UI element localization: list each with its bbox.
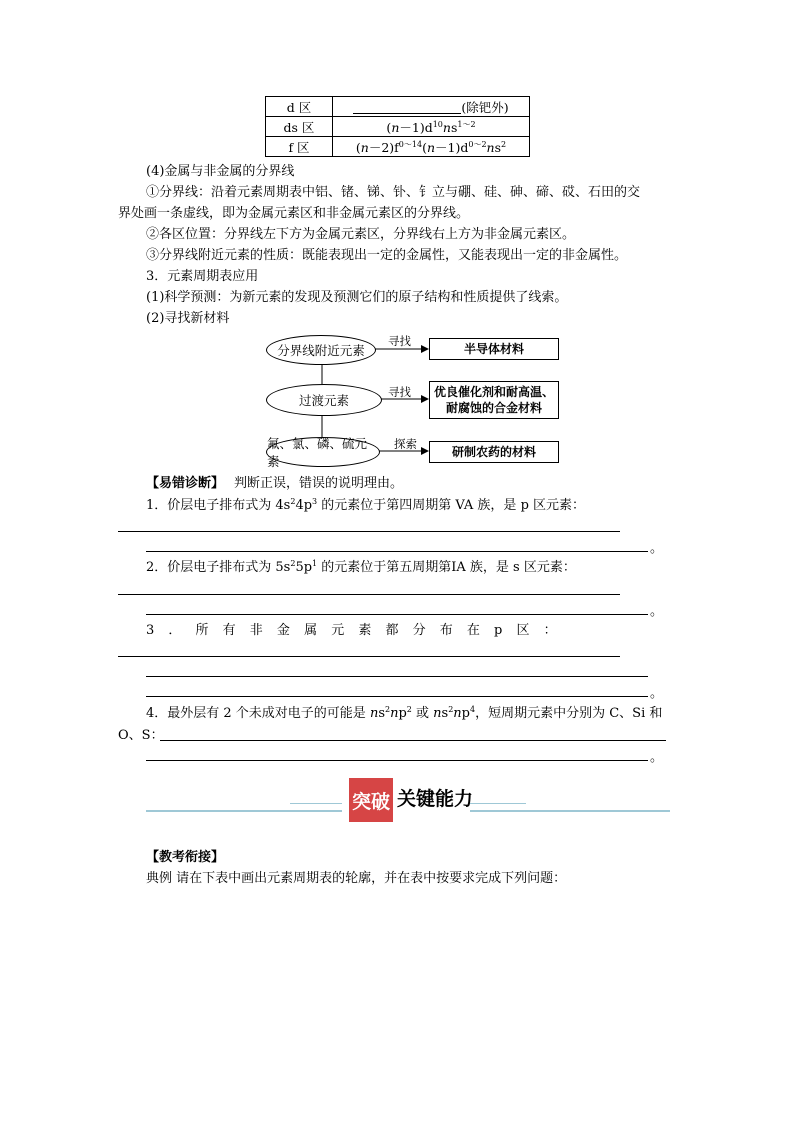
box-pesticide: 研制农药的材料: [429, 441, 559, 463]
answer-line[interactable]: [118, 594, 620, 595]
period-mark: 。: [650, 750, 664, 765]
paragraph: ②各区位置：分界线左下方为金属元素区，分界线右上方为非金属元素区。: [146, 227, 576, 242]
region-label: ds 区: [266, 117, 333, 137]
answer-line[interactable]: [146, 551, 648, 552]
arrow-label: 探索: [394, 437, 417, 451]
example-prompt: 典例 请在下表中画出元素周期表的轮廓，并在表中按要求完成下列问题：: [146, 871, 567, 886]
banner-rule-right-thin: [470, 803, 526, 804]
answer-line[interactable]: [146, 676, 648, 677]
answer-line[interactable]: [118, 531, 620, 532]
answer-line[interactable]: [146, 614, 648, 615]
region-config: $(n-1)d^{10}ns^{1\sim 2}$: [333, 117, 530, 137]
paragraph: ③分界线附近元素的性质：既能表现出一定的金属性，又能表现出一定的非金属性。: [146, 248, 628, 263]
question-2: 2．价层电子排布式为 $5s^25p^1$ 的元素位于第五周期第ⅠA 族，是 s 区元素：: [146, 559, 576, 575]
region-config: $(n-2)f^{0\sim 14}(n-1)d^{0\sim 2}ns^2$: [333, 137, 530, 157]
diagnosis-heading: 【易错诊断】 判断正误，错误的说明理由。: [146, 476, 404, 491]
box-semiconductor: 半导体材料: [429, 338, 559, 360]
answer-line[interactable]: [160, 740, 666, 741]
arrow-label: 寻找: [388, 334, 411, 348]
period-mark: 。: [650, 541, 664, 556]
region-label: f 区: [266, 137, 333, 157]
answer-line[interactable]: [146, 696, 648, 697]
oval-nonmetal-elements: 氟、氯、磷、硫元素: [266, 437, 380, 467]
question-4-cont: O、S：: [118, 728, 164, 743]
question-4: 4．最外层有 2 个未成对电子的可能是 $ns^2np^2$ 或 $ns^2np^4$，短周期元素中分别为 C、Si 和: [146, 705, 663, 721]
box-catalyst-alloy: 优良催化剂和耐高温、 耐腐蚀的合金材料: [429, 381, 559, 419]
paragraph: 界处画一条虚线，即为金属元素区和非金属元素区的分界线。: [118, 206, 470, 221]
period-mark: 。: [650, 686, 664, 701]
answer-line[interactable]: [118, 656, 620, 657]
teaching-heading: 【教考衔接】: [146, 850, 225, 865]
paragraph: (2)寻找新材料: [146, 311, 230, 326]
oval-transition-elements: 过渡元素: [266, 384, 382, 416]
region-label: d 区: [266, 97, 333, 117]
region-config: (除钯外): [333, 97, 530, 117]
banner-rule-right: [470, 810, 670, 812]
section-heading: (4)金属与非金属的分界线: [146, 164, 295, 179]
paragraph: (1)科学预测：为新元素的发现及预测它们的原子结构和性质提供了线索。: [146, 290, 568, 305]
banner-badge: 突破: [349, 778, 393, 822]
banner-rule-left-thin: [290, 803, 342, 804]
answer-line[interactable]: [146, 760, 648, 761]
paragraph: ①分界线：沿着元素周期表中铝、锗、锑、钋、钅立与硼、硅、砷、碲、砹、石田的交: [146, 185, 641, 200]
banner-title: 关键能力: [397, 788, 474, 810]
banner-rule-left: [146, 810, 342, 812]
section-heading: 3．元素周期表应用: [146, 269, 259, 284]
question-3: 3 ． 所 有 非 金 属 元 素 都 分 布 在 p 区 ：: [146, 623, 557, 638]
arrow-label: 寻找: [388, 385, 411, 399]
question-1: 1．价层电子排布式为 $4s^24p^3$ 的元素位于第四周期第 VA 族，是 p 区元素：: [146, 497, 586, 513]
period-mark: 。: [650, 604, 664, 619]
oval-boundary-elements: 分界线附近元素: [266, 335, 376, 365]
